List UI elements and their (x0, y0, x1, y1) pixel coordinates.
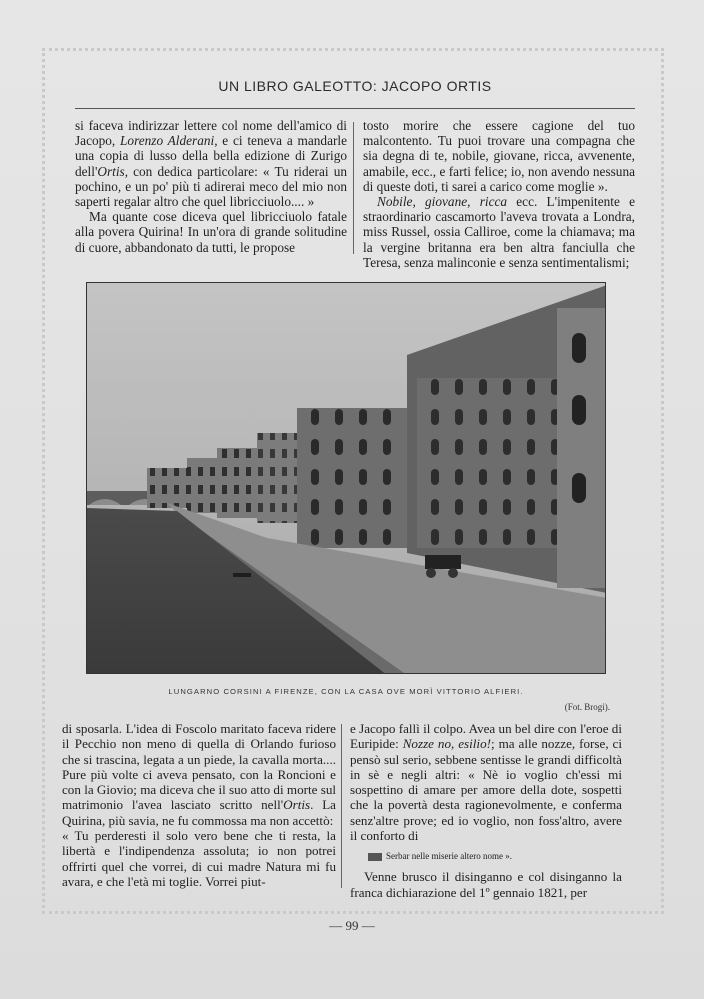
paragraph: Ma quante cose diceva quel libricciuolo fatale alla povera Quirina! In un'ora di grande solitudine di cuore, abbandonato da tutti, le propose (75, 209, 347, 255)
top-right-column (363, 118, 635, 270)
italic-text: Ortis (283, 797, 311, 813)
text-run: ecc. L'impenitente e straordinario cascamorto l'aveva trovata a Londra, miss Russel, ossia Calliroe, come la chiamava; ma la vergine britanna era ben altra fanciulla che Teresa, senza malinconie e senza sentimentalismi; (363, 194, 635, 270)
italic-text: Nozze no, esilio! (402, 736, 491, 752)
ornament-icon (368, 853, 382, 861)
text-run: . La Quirina, più savia, ne fu commossa ma non accettò: (62, 797, 336, 828)
paragraph: tosto morire che essere cagione del tuo malcontento. Tu puoi trovare una compagna che sia degna di te, nobile, giovane, ricca, avvenente, amabile, ecc., e farti felice; io, non avendo nessuna di queste doti, ti sarei a carico come moglie ». (363, 118, 635, 194)
italic-text: Lorenzo Alderani (120, 133, 215, 149)
text-run: , e ci teneva a mandarle una copia di lusso della bella edizione di Zurigo dell' (75, 133, 347, 179)
page-number: — 99 — (329, 918, 375, 933)
bottom-right-column (350, 721, 622, 900)
column-rule (353, 122, 354, 254)
text-run: ; ma alle nozze, forse, ci pensò sul serio, sebbene sentisse le grandi difficoltà in sè e negli altri: « Nè io voglio ch'essi mi sospettino di amare per amore della dote, sospetti che la povertà desta ragionevolmente, e conferma senz'altre prove; ed io voglio, non foss'altro, avere il conforto di (350, 736, 622, 844)
header-rule (75, 108, 635, 109)
paragraph: « Tu perderesti il solo vero bene che ti resta, la libertà e l'indipendenza assoluta; io non potrei offrirti quel che vorrei, di cui madre Natura mi fu avara, e che l'età mi toglie. Vorrei piut- (62, 828, 336, 889)
paragraph (62, 721, 336, 828)
paragraph (350, 721, 622, 843)
text-run: si faceva indirizzar lettere col nome dell'amico di Jacopo, (75, 118, 347, 149)
italic-text: Nobile, giovane, ricca (377, 194, 508, 210)
paragraph (363, 194, 635, 270)
column-rule (341, 724, 342, 888)
photograph-lungarno-corsini (86, 282, 606, 674)
photo-caption: LUNGARNO CORSINI A FIRENZE, CON LA CASA OVE MORÌ VITTORIO ALFIERI. (168, 687, 524, 696)
photo-credit: (Fot. Brogi). (564, 702, 610, 712)
text-run: , con dedica particolare: « Tu riderai un pochino, e un po' più ti adirerai meco del mio non saperti regalar altro che quel libricciuolo.... » (75, 163, 347, 210)
epigraph-text: Serbar nelle miserie altero nome ». (386, 851, 512, 862)
running-head: UN LIBRO GALEOTTO: JACOPO ORTIS (218, 78, 492, 94)
paragraph (75, 118, 347, 209)
text-run: e Jacopo fallì il colpo. Avea un bel dire con l'eroe di Euripide: (350, 721, 622, 752)
paragraph: Venne brusco il disinganno e col disinganno la franca dichiarazione del 1º gennaio 1821, per (350, 869, 622, 900)
text-run: di sposarla. L'idea di Foscolo maritato faceva ridere il Pecchio non meno di quella di Orlando furioso che si trascina, legata a un piede, la cavalla morta.... Pure più volte ci aveva pensato, con la Roncioni e con la Giovio; ma diceva che il suo atto di morte sul matrimonio l'avea lasciato scritto nell' (62, 721, 336, 813)
epigraph (368, 849, 622, 863)
top-left-column (75, 118, 347, 255)
italic-text: Ortis (97, 163, 125, 179)
bottom-left-column (62, 721, 336, 889)
